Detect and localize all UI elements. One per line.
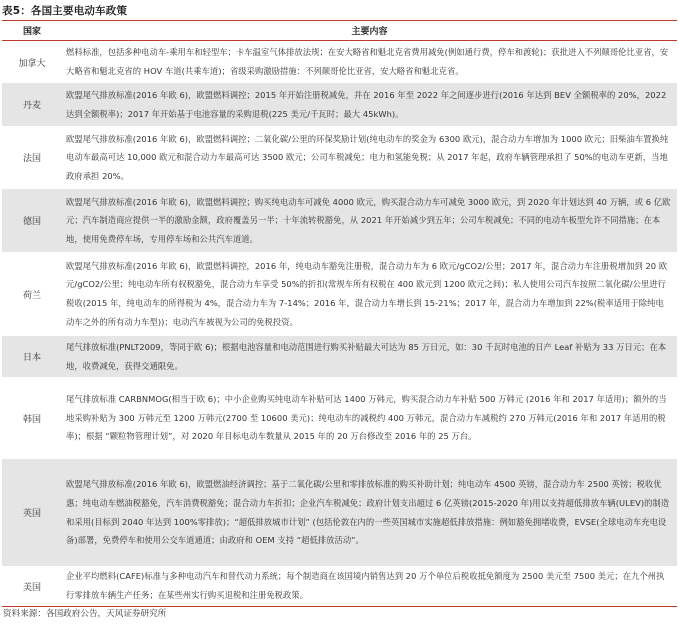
table-row-netherlands [2, 252, 677, 336]
row-content: 欧盟尾气排放标准(2016 年欧 6)，欧盟燃油经济调控；基于二氧化碳/公里和零排放标准的购买补助计划；纯电动车 4500 英镑，混合动力车 2500 英镑；税收优惠；纯电动车燃油税豁免，汽车消费税豁免；混合动力车折扣；企业汽车税减免；政府计划支出超过 6 亿英镑(2015-2020 年)用以支持超低排放车辆(ULEV)的制造和采用(目标到 2040 年达到 100%零排放)；“超低排放城市计划” (包括伦敦在内的一些英国城市实施超低排放措施：例如豁免拥堵收费，EVSE(全球电动车充电设备)部署，免费停车和使用公交车道通道；由政府和 OEM 支持 “超低排放活动”。 [66, 479, 670, 546]
table-title: 表5：各国主要电动车政策 [2, 5, 128, 17]
table-row-japan [2, 336, 677, 377]
row-country: 加拿大 [18, 58, 46, 69]
table-row-france [2, 126, 677, 189]
policy-table [2, 20, 677, 607]
header-content: 主要内容 [351, 27, 388, 37]
row-country: 英国 [22, 509, 41, 519]
table-row-canada [2, 41, 677, 83]
table-header [2, 21, 677, 41]
row-content: 尾气排放标准 CARBNMOG(相当于欧 6)；中小企业购买纯电动车补贴可达 1400 万韩元，购买混合动力车补贴 500 万韩元 (2016 年和 2017 年适用)；额外的当地采购补贴为 300 万韩元至 1200 万韩元(2700 至 10600 美元)；纯电动车的减税约 400 万韩元，混合动力车减税约 270 万韩元(2016 年和 2017 年适用的税率)；根据 “颗粒物管理计划”，对 2020 年目标电动车数量从 2015 年的 20 万台修改至 2016 年的 25 万台。 [66, 394, 667, 442]
row-content: 欧盟尾气排放标准(2016 年欧 6)，欧盟燃料调控；2015 年开始注册税减免，并在 2016 年至 2022 年之间逐步进行(2016 年达到 BEV 全额税率的 20%，2022 达到全额税率)；2017 年开始基于电池容量的采购退税(225 美元/千瓦时；最大 45kWh)。 [66, 89, 667, 119]
table-row-uk [2, 459, 677, 566]
table-row-korea [2, 377, 677, 459]
row-country: 法国 [22, 154, 41, 164]
row-content: 欧盟尾气排放标准(2016 年欧 6)，欧盟燃料调控，2016 年，纯电动车豁免注册税，混合动力车为 6 欧元/gCO2/公里；2017 年，混合动力车注册税增加到 20 欧元/gCO2/公里；纯电动车所有权税豁免，混合动力车享受 50%的折扣(常规车所有权税在 400 欧元到 1200 欧元之间)；私人使用公司汽车按照二氧化碳/公里进行税收(2015 年，纯电动车的所得税为 4%，混合动力车为 7-14%；2016 年，混合动力车增长到 15-21%；2017 年，混合动力车增加到 22%(税率适用于除纯电动车之外的所有动力车型))；电动汽车被视为公司的免税投资。 [66, 260, 668, 327]
row-content: 欧盟尾气排放标准(2016 年欧 6)，欧盟燃料调控；二氧化碳/公里的环保奖励计划(纯电动车的奖金为 6300 欧元)，混合动力车增加为 1000 欧元；旧柴油车置换纯电动车最高可达 10,000 欧元和混合动力车最高可达 3500 欧元；公司车税减免；电力和氢能免税；从 2017 年起，政府车辆管理承担了 50%的电动车更新，当地政府承担 20%。 [66, 133, 669, 181]
table-row-germany [2, 189, 677, 252]
row-country: 荷兰 [22, 290, 41, 301]
row-content: 欧盟尾气排放标准(2016 年欧 6)，欧盟燃料调控；购买纯电动车可减免 4000 欧元，购买混合动力车可减免 3000 欧元，到 2020 年计划达到 40 万辆，或 6 亿欧元；汽车制造商应提供一半的激励金额，政府覆盖另一半；十年流转税豁免，从 2021 年开始减少到五年；公司车税减免；不同的电动车板型允许不同措施；在本地，使用免费停车场，专用停车场和公共汽车道道。 [66, 196, 671, 244]
row-content: 企业平均燃料(CAFE)标准与多种电动汽车和替代动力系统；每个制造商在该国境内销售达到 20 万个单位后税收抵免额度为 2500 美元至 7500 美元；在九个州执行零排放车辆生产任务；在某些州实行购买退税和注册免税政策。 [66, 571, 665, 600]
table-row-denmark [2, 83, 677, 126]
row-country: 美国 [22, 582, 41, 593]
source-note: 资料来源：各国政府公告，天风证券研究所 [3, 609, 167, 619]
row-content: 燃料标准，包括多种电动车-乘用车和轻型车；卡车温室气体排放法规；在安大略省和魁北克省费用减免(例如通行费，停车和渡轮)；获批进入不列颠哥伦比亚省，安大略省和魁北克省的 HOV 车道(共乘车道)；省级采购激励措施：不列颠哥伦比亚省，安大略省和魁北克省。 [66, 47, 669, 76]
table-row-usa [2, 566, 677, 607]
row-country: 丹麦 [22, 101, 41, 111]
header-country: 国家 [22, 27, 41, 37]
row-content: 尾气排放标准(PNLT2009，等同于欧 6)；根据电池容量和电动范围进行购买补贴最大可达为 85 万日元，如：30 千瓦时电池的日产 Leaf 补贴为 33 万日元；在本地，收费减免，获得交通限免。 [66, 341, 667, 371]
row-country: 韩国 [22, 414, 41, 425]
row-country: 德国 [22, 217, 41, 227]
row-country: 日本 [22, 353, 41, 363]
